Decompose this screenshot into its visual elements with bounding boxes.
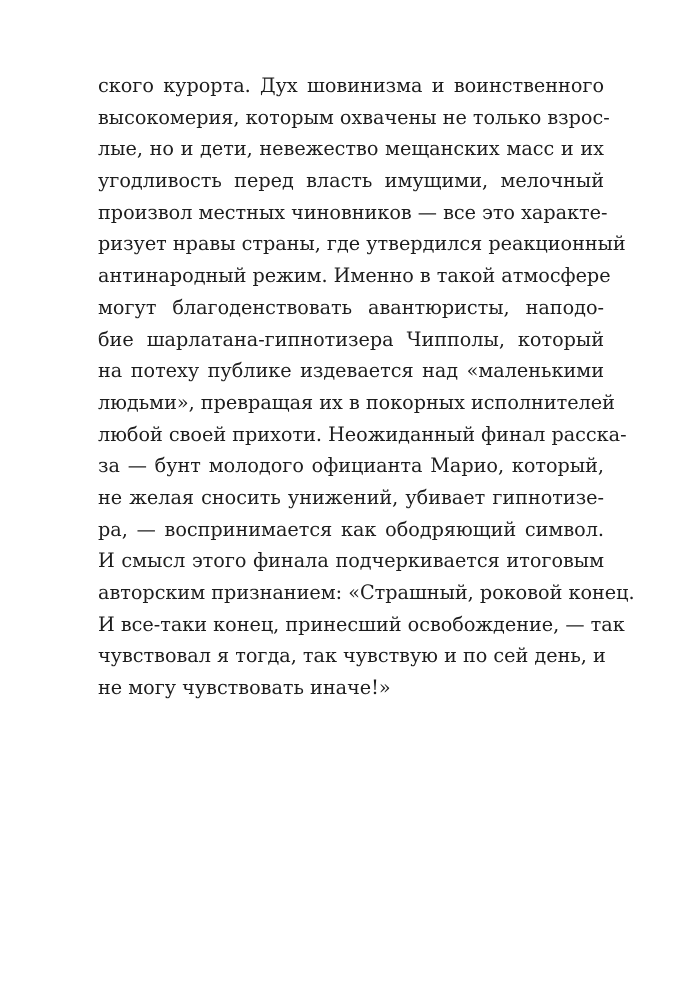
- text-line-12: любой своей прихоти. Неожиданный финал расска-: [98, 422, 627, 446]
- text-line-14: не желая сносить унижений, убивает гипнотизе-: [98, 485, 604, 509]
- text-line-17: авторским признанием: «Страшный, роковой конец.: [98, 581, 635, 604]
- text-line-20: не могу чувствовать иначе!»: [98, 676, 391, 700]
- text-line-5: произвол местных чиновников — все это характе-: [98, 200, 608, 224]
- text-line-15: ра, — воспринимается как ободряющий символ.: [98, 517, 604, 541]
- text-line-4: угодливость перед власть имущими, мелочный: [98, 169, 604, 193]
- text-line-2: высокомерия, которым охвачены не только взрос-: [98, 105, 610, 129]
- text-line-19: чувствовал я тогда, так чувствую и по сей день, и: [98, 644, 606, 668]
- text-line-16: И смысл этого финала подчеркивается итоговым: [98, 549, 604, 573]
- body-text: [98, 70, 635, 704]
- text-line-18: И все-таки конец, принесший освобождение, — так: [98, 612, 625, 636]
- text-line-1: ского курорта. Дух шовинизма и воинственного: [98, 74, 604, 97]
- text-line-11: людьми», превращая их в покорных исполнителей: [98, 390, 615, 414]
- text-line-9: бие шарлатана-гипнотизера Чипполы, который: [98, 327, 604, 351]
- text-line-6: ризует нравы страны, где утвердился реакционный: [98, 232, 626, 256]
- text-line-10: на потеху публике издевается над «маленькими: [98, 359, 604, 383]
- text-line-8: могут благоденствовать авантюристы, наподо-: [98, 295, 604, 319]
- text-line-7: антинародный режим. Именно в такой атмосфере: [98, 264, 611, 288]
- text-line-13: за — бунт молодого официанта Марио, который,: [98, 454, 604, 478]
- text-line-3: лые, но и дети, невежество мещанских масс и их: [98, 137, 604, 161]
